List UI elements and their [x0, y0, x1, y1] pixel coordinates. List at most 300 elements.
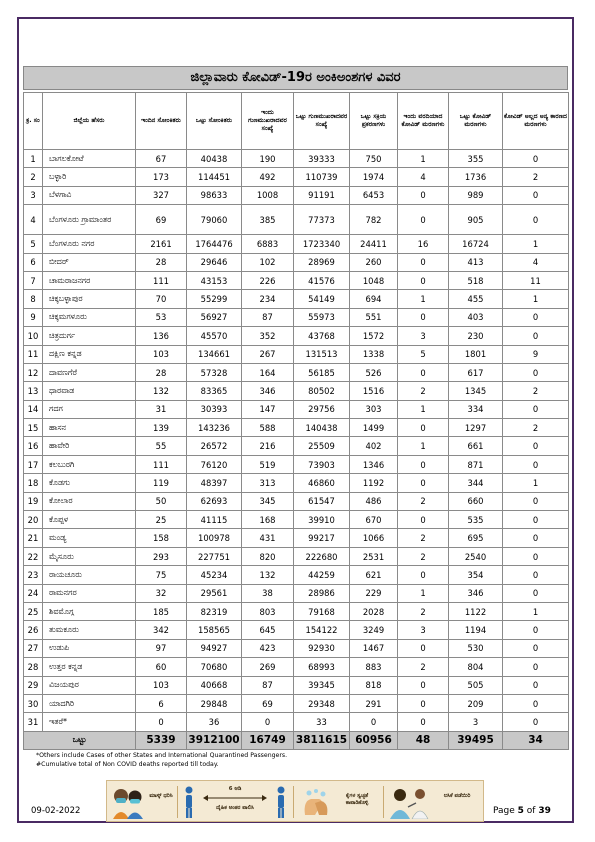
district-name-cell: ಉಡುಪಿ — [43, 639, 136, 657]
non-covid-deaths-cell: 0 — [503, 455, 569, 473]
distance-top-text: 6 ಅಡಿ — [228, 786, 242, 792]
non-covid-deaths-cell: 0 — [503, 400, 569, 418]
total-recovered-cell: 44259 — [294, 566, 350, 584]
today-deaths-cell: 0 — [398, 713, 449, 731]
today-cases-cell: 53 — [136, 308, 187, 326]
today-deaths-cell: 5 — [398, 345, 449, 363]
active-cases-cell: 1467 — [350, 639, 398, 657]
serial-cell: 20 — [24, 511, 43, 529]
serial-cell: 27 — [24, 639, 43, 657]
district-name-cell: ಚಿತ್ರದುರ್ಗ — [43, 327, 136, 345]
today-cases-cell: 55 — [136, 437, 187, 455]
total-cases-cell: 158565 — [187, 621, 242, 639]
today-recovered-cell: 803 — [242, 602, 294, 620]
today-deaths-cell: 0 — [398, 308, 449, 326]
active-cases-cell: 486 — [350, 492, 398, 510]
page-total: 39 — [538, 806, 551, 816]
total-active: 60956 — [350, 731, 398, 749]
district-name-cell: ಚಿಕ್ಕಬಳ್ಳಾಪುರ — [43, 290, 136, 308]
table-row — [24, 621, 569, 639]
table-body — [24, 150, 569, 732]
non-covid-deaths-cell: 0 — [503, 694, 569, 712]
today-recovered-cell: 190 — [242, 150, 294, 168]
active-cases-cell: 1516 — [350, 382, 398, 400]
serial-cell: 31 — [24, 713, 43, 731]
today-cases-cell: 185 — [136, 602, 187, 620]
serial-cell: 22 — [24, 547, 43, 565]
district-name-cell: ರಾಯಚೂರು — [43, 566, 136, 584]
serial-cell: 12 — [24, 363, 43, 381]
total-cases-cell: 48397 — [187, 474, 242, 492]
table-row — [24, 308, 569, 326]
non-covid-deaths-cell: 1 — [503, 290, 569, 308]
total-recovered-cell: 29348 — [294, 694, 350, 712]
non-covid-deaths-cell: 1 — [503, 602, 569, 620]
total-deaths-cell: 354 — [449, 566, 503, 584]
table-row — [24, 345, 569, 363]
district-name-cell: ದಕ್ಷಿಣ ಕನ್ನಡ — [43, 345, 136, 363]
serial-cell: 9 — [24, 308, 43, 326]
district-name-cell: ಗದಗ — [43, 400, 136, 418]
page-current: 5 — [517, 806, 524, 816]
total-cases-cell: 40668 — [187, 676, 242, 694]
active-cases-cell: 1346 — [350, 455, 398, 473]
non-covid-deaths-cell: 0 — [503, 547, 569, 565]
today-recovered-cell: 234 — [242, 290, 294, 308]
table-header-row — [24, 93, 569, 150]
today-cases-cell: 132 — [136, 382, 187, 400]
table-row — [24, 584, 569, 602]
table-row — [24, 455, 569, 473]
today-cases-cell: 103 — [136, 676, 187, 694]
today-deaths-cell: 1 — [398, 290, 449, 308]
active-cases-cell: 260 — [350, 253, 398, 271]
non-covid-deaths-cell: 0 — [503, 437, 569, 455]
active-cases-cell: 551 — [350, 308, 398, 326]
header-today-recovered: ಇಂದು ಗುಣಮುಖರಾದವರ ಸಂಖ್ಯೆ — [242, 93, 294, 150]
today-recovered-cell: 226 — [242, 271, 294, 289]
table-row — [24, 363, 569, 381]
total-cases-cell: 143236 — [187, 419, 242, 437]
table-row — [24, 150, 569, 168]
non-covid-deaths-cell: 0 — [503, 205, 569, 235]
active-cases-cell: 750 — [350, 150, 398, 168]
today-cases-cell: 25 — [136, 511, 187, 529]
active-cases-cell: 694 — [350, 290, 398, 308]
total-deaths-cell: 355 — [449, 150, 503, 168]
today-recovered-cell: 820 — [242, 547, 294, 565]
today-deaths-cell: 2 — [398, 658, 449, 676]
total-deaths-cell: 1736 — [449, 168, 503, 186]
serial-cell: 2 — [24, 168, 43, 186]
today-cases-cell: 342 — [136, 621, 187, 639]
active-cases-cell: 1572 — [350, 327, 398, 345]
today-recovered-cell: 519 — [242, 455, 294, 473]
table-row — [24, 676, 569, 694]
total-cases-cell: 29561 — [187, 584, 242, 602]
district-name-cell: ಹಾವೇರಿ — [43, 437, 136, 455]
active-cases-cell: 402 — [350, 437, 398, 455]
today-cases-cell: 111 — [136, 455, 187, 473]
total-deaths-cell: 804 — [449, 658, 503, 676]
today-cases-cell: 136 — [136, 327, 187, 345]
total-deaths-cell: 535 — [449, 511, 503, 529]
total-cases-cell: 98633 — [187, 186, 242, 204]
total-deaths-cell: 230 — [449, 327, 503, 345]
total-deaths-cell: 530 — [449, 639, 503, 657]
table-row — [24, 168, 569, 186]
total-cases-cell: 55299 — [187, 290, 242, 308]
header-district: ಜಿಲ್ಲೆಯ ಹೆಸರು — [43, 93, 136, 150]
total-deaths-cell: 413 — [449, 253, 503, 271]
footnote-others: *Others include Cases of other States and International Quarantined Passengers. — [36, 752, 288, 759]
district-name-cell: ಉತ್ತರ ಕನ್ನಡ — [43, 658, 136, 676]
hands-text: ಕೈಗಳ ಸ್ವಚ್ಛತೆ ಕಾಪಾಡಿಕೊಳ್ಳಿ — [345, 793, 369, 806]
active-cases-cell: 1192 — [350, 474, 398, 492]
today-recovered-cell: 164 — [242, 363, 294, 381]
non-covid-deaths-cell: 0 — [503, 363, 569, 381]
today-deaths-cell: 0 — [398, 511, 449, 529]
today-deaths-cell: 1 — [398, 150, 449, 168]
total-recovered-cell: 131513 — [294, 345, 350, 363]
total-recovered-cell: 55973 — [294, 308, 350, 326]
active-cases-cell: 1066 — [350, 529, 398, 547]
today-cases-cell: 2161 — [136, 235, 187, 253]
total-cases-cell: 40438 — [187, 150, 242, 168]
today-recovered-cell: 385 — [242, 205, 294, 235]
table-row — [24, 437, 569, 455]
serial-cell: 16 — [24, 437, 43, 455]
today-cases-cell: 119 — [136, 474, 187, 492]
total-deaths-cell: 989 — [449, 186, 503, 204]
serial-cell: 14 — [24, 400, 43, 418]
total-recovered-cell: 28969 — [294, 253, 350, 271]
today-deaths-cell: 0 — [398, 474, 449, 492]
total-cases-cell: 82319 — [187, 602, 242, 620]
total-deaths-cell: 518 — [449, 271, 503, 289]
non-covid-deaths-cell: 0 — [503, 621, 569, 639]
non-covid-deaths-cell: 1 — [503, 235, 569, 253]
total-recovered-cell: 28986 — [294, 584, 350, 602]
today-recovered-cell: 492 — [242, 168, 294, 186]
today-deaths-cell: 0 — [398, 253, 449, 271]
district-name-cell: ಕೊಡಗು — [43, 474, 136, 492]
district-name-cell: ತುಮಕೂರು — [43, 621, 136, 639]
total-recovered-cell: 154122 — [294, 621, 350, 639]
today-deaths-cell: 2 — [398, 529, 449, 547]
serial-cell: 4 — [24, 205, 43, 235]
total-deaths-cell: 905 — [449, 205, 503, 235]
active-cases-cell: 1499 — [350, 419, 398, 437]
district-name-cell: ವಿಜಯಪುರ — [43, 676, 136, 694]
total-cases-cell: 1764476 — [187, 235, 242, 253]
total-deaths-cell: 334 — [449, 400, 503, 418]
today-recovered-cell: 87 — [242, 676, 294, 694]
today-recovered-cell: 269 — [242, 658, 294, 676]
serial-cell: 21 — [24, 529, 43, 547]
today-deaths-cell: 0 — [398, 419, 449, 437]
total-row — [24, 731, 569, 749]
non-covid-deaths-cell: 0 — [503, 492, 569, 510]
total-recovered-cell: 1723340 — [294, 235, 350, 253]
total-cases-cell: 36 — [187, 713, 242, 731]
today-cases-cell: 111 — [136, 271, 187, 289]
today-recovered-cell: 346 — [242, 382, 294, 400]
today-recovered-cell: 216 — [242, 437, 294, 455]
banner-divider — [293, 786, 294, 818]
table-row — [24, 290, 569, 308]
total-cases-cell: 100978 — [187, 529, 242, 547]
header-today-deaths: ಇಂದು ವರದಿಯಾದ ಕೋವಿಡ್ ಮರಣಗಳು — [398, 93, 449, 150]
distance-text: ದೈಹಿಕ ಅಂತರ ಪಾಲಿಸಿ — [216, 805, 254, 811]
report-title: ಜಿಲ್ಲಾವಾರು ಕೋವಿಡ್-19ರ ಅಂಕಿಅಂಶಗಳ ವಿವರ — [23, 66, 568, 90]
table-row — [24, 713, 569, 731]
today-deaths-cell: 0 — [398, 363, 449, 381]
today-deaths-cell: 4 — [398, 168, 449, 186]
serial-cell: 7 — [24, 271, 43, 289]
total-today-recovered: 16749 — [242, 731, 294, 749]
mask-text: ಮಾಸ್ಕ್ ಧರಿಸಿ — [149, 793, 173, 799]
total-deaths-cell: 209 — [449, 694, 503, 712]
total-deaths-cell: 344 — [449, 474, 503, 492]
district-name-cell: ಇತರೆ* — [43, 713, 136, 731]
active-cases-cell: 670 — [350, 511, 398, 529]
today-cases-cell: 6 — [136, 694, 187, 712]
district-name-cell: ಕೊಪ್ಪಳ — [43, 511, 136, 529]
page-number — [493, 806, 551, 816]
district-name-cell: ಕಲಬುರಗಿ — [43, 455, 136, 473]
today-deaths-cell: 0 — [398, 676, 449, 694]
today-cases-cell: 60 — [136, 658, 187, 676]
total-recovered-cell: 140438 — [294, 419, 350, 437]
active-cases-cell: 1338 — [350, 345, 398, 363]
total-deaths-cell: 16724 — [449, 235, 503, 253]
covid-district-table — [23, 92, 569, 750]
district-name-cell: ಬಳ್ಳಾರಿ — [43, 168, 136, 186]
non-covid-deaths-cell: 4 — [503, 253, 569, 271]
total-cases-cell: 70680 — [187, 658, 242, 676]
serial-cell: 24 — [24, 584, 43, 602]
district-name-cell: ಬೀದರ್ — [43, 253, 136, 271]
today-recovered-cell: 69 — [242, 694, 294, 712]
footnote-non-covid: #Cumulative total of Non COVID deaths reported till today. — [36, 761, 219, 768]
today-cases-cell: 32 — [136, 584, 187, 602]
today-cases-cell: 0 — [136, 713, 187, 731]
total-recovered-cell: 68993 — [294, 658, 350, 676]
district-name-cell: ಶಿವಮೊಗ್ಗ — [43, 602, 136, 620]
today-cases-cell: 103 — [136, 345, 187, 363]
today-recovered-cell: 6883 — [242, 235, 294, 253]
table-row — [24, 566, 569, 584]
serial-cell: 17 — [24, 455, 43, 473]
serial-cell: 25 — [24, 602, 43, 620]
non-covid-deaths-cell: 11 — [503, 271, 569, 289]
today-recovered-cell: 1008 — [242, 186, 294, 204]
district-name-cell: ದಾವಣಗೆರೆ — [43, 363, 136, 381]
total-cases-cell: 57328 — [187, 363, 242, 381]
district-name-cell: ಬೆಂಗಳೂರು ನಗರ — [43, 235, 136, 253]
today-cases-cell: 139 — [136, 419, 187, 437]
today-cases-cell: 28 — [136, 253, 187, 271]
active-cases-cell: 526 — [350, 363, 398, 381]
today-recovered-cell: 431 — [242, 529, 294, 547]
mask-people-icon — [111, 785, 145, 819]
district-name-cell: ಚಿಕ್ಕಮಗಳೂರು — [43, 308, 136, 326]
today-recovered-cell: 645 — [242, 621, 294, 639]
non-covid-deaths-cell: 0 — [503, 150, 569, 168]
table-row — [24, 253, 569, 271]
active-cases-cell: 6453 — [350, 186, 398, 204]
non-covid-deaths-cell: 0 — [503, 713, 569, 731]
total-deaths-cell: 617 — [449, 363, 503, 381]
header-active-cases: ಒಟ್ಟು ಸಕ್ರಿಯ ಪ್ರಕರಣಗಳು — [350, 93, 398, 150]
total-recovered-cell: 79168 — [294, 602, 350, 620]
district-name-cell: ಮಂಡ್ಯ — [43, 529, 136, 547]
total-cases-cell: 45234 — [187, 566, 242, 584]
today-recovered-cell: 423 — [242, 639, 294, 657]
table-row — [24, 419, 569, 437]
total-cases-cell: 79060 — [187, 205, 242, 235]
active-cases-cell: 24411 — [350, 235, 398, 253]
today-deaths-cell: 0 — [398, 205, 449, 235]
total-recovered-cell: 92930 — [294, 639, 350, 657]
total-deaths-cell: 1297 — [449, 419, 503, 437]
non-covid-deaths-cell: 0 — [503, 511, 569, 529]
today-deaths-cell: 2 — [398, 547, 449, 565]
today-deaths-cell: 1 — [398, 437, 449, 455]
total-deaths-cell: 346 — [449, 584, 503, 602]
total-cases-cell: 26572 — [187, 437, 242, 455]
total-recovered-cell: 39910 — [294, 511, 350, 529]
active-cases-cell: 1048 — [350, 271, 398, 289]
page-prefix: Page — [493, 806, 518, 816]
today-deaths-cell: 0 — [398, 455, 449, 473]
today-cases-cell: 75 — [136, 566, 187, 584]
total-cases-cell: 83365 — [187, 382, 242, 400]
serial-cell: 3 — [24, 186, 43, 204]
total-deaths-cell: 2540 — [449, 547, 503, 565]
total-cases-cell: 29646 — [187, 253, 242, 271]
active-cases-cell: 3249 — [350, 621, 398, 639]
covid-awareness-banner — [106, 780, 484, 822]
non-covid-deaths-cell: 9 — [503, 345, 569, 363]
table-row — [24, 186, 569, 204]
serial-cell: 26 — [24, 621, 43, 639]
table-row — [24, 511, 569, 529]
non-covid-deaths-cell: 0 — [503, 529, 569, 547]
non-covid-deaths-cell: 2 — [503, 382, 569, 400]
total-deaths-cell: 661 — [449, 437, 503, 455]
serial-cell: 8 — [24, 290, 43, 308]
today-cases-cell: 293 — [136, 547, 187, 565]
today-deaths-cell: 2 — [398, 492, 449, 510]
today-deaths-cell: 0 — [398, 639, 449, 657]
today-recovered-cell: 132 — [242, 566, 294, 584]
banner-divider — [177, 786, 178, 818]
active-cases-cell: 2028 — [350, 602, 398, 620]
header-total-deaths: ಒಟ್ಟು ಕೋವಿಡ್ ಮರಣಗಳು — [449, 93, 503, 150]
total-recovered-cell: 110739 — [294, 168, 350, 186]
total-recovered-cell: 80502 — [294, 382, 350, 400]
serial-cell: 18 — [24, 474, 43, 492]
person-left-icon — [183, 785, 195, 819]
table-row — [24, 205, 569, 235]
header-non-covid-deaths: ಕೋವಿಡ್ ಅಲ್ಲದ ಅನ್ಯ ಕಾರಣದ ಮರಣಗಳು — [503, 93, 569, 150]
total-today-cases: 5339 — [136, 731, 187, 749]
today-deaths-cell: 3 — [398, 621, 449, 639]
active-cases-cell: 291 — [350, 694, 398, 712]
district-name-cell: ಬೆಳಗಾವಿ — [43, 186, 136, 204]
district-name-cell: ರಾಮನಗರ — [43, 584, 136, 602]
total-cases-cell: 227751 — [187, 547, 242, 565]
table-row — [24, 400, 569, 418]
total-recovered-cell: 54149 — [294, 290, 350, 308]
serial-cell: 1 — [24, 150, 43, 168]
today-recovered-cell: 147 — [242, 400, 294, 418]
today-recovered-cell: 345 — [242, 492, 294, 510]
total-cases-cell: 41115 — [187, 511, 242, 529]
today-cases-cell: 69 — [136, 205, 187, 235]
table-row — [24, 658, 569, 676]
non-covid-deaths-cell: 0 — [503, 327, 569, 345]
total-deaths-cell: 1801 — [449, 345, 503, 363]
total-cases-cell: 43153 — [187, 271, 242, 289]
total-recovered-cell: 56185 — [294, 363, 350, 381]
non-covid-deaths-cell: 0 — [503, 186, 569, 204]
serial-cell: 5 — [24, 235, 43, 253]
header-total-cases: ಒಟ್ಟು ಸೋಂಕಿತರು — [187, 93, 242, 150]
total-deaths-cell: 505 — [449, 676, 503, 694]
total-deaths-cell: 455 — [449, 290, 503, 308]
active-cases-cell: 2531 — [350, 547, 398, 565]
serial-cell: 6 — [24, 253, 43, 271]
total-recovered-cell: 99217 — [294, 529, 350, 547]
total-deaths-cell: 871 — [449, 455, 503, 473]
active-cases-cell: 0 — [350, 713, 398, 731]
today-cases-cell: 28 — [136, 363, 187, 381]
today-recovered-cell: 168 — [242, 511, 294, 529]
today-cases-cell: 70 — [136, 290, 187, 308]
non-covid-deaths-cell: 2 — [503, 168, 569, 186]
district-name-cell: ಬಾಗಲಕೋಟೆ — [43, 150, 136, 168]
total-cases-cell: 114451 — [187, 168, 242, 186]
serial-cell: 28 — [24, 658, 43, 676]
district-name-cell: ಕೋಲಾರ — [43, 492, 136, 510]
header-serial: ಕ್ರ. ಸಂ — [24, 93, 43, 150]
today-recovered-cell: 87 — [242, 308, 294, 326]
serial-cell: 11 — [24, 345, 43, 363]
total-cases-cell: 76120 — [187, 455, 242, 473]
total-cases-cell: 29848 — [187, 694, 242, 712]
distance-arrow-icon — [203, 794, 267, 802]
table-row — [24, 694, 569, 712]
total-cases-cell: 30393 — [187, 400, 242, 418]
today-recovered-cell: 588 — [242, 419, 294, 437]
today-deaths-cell: 3 — [398, 327, 449, 345]
total-recovered-cell: 29756 — [294, 400, 350, 418]
total-recovered-cell: 25509 — [294, 437, 350, 455]
header-total-recovered: ಒಟ್ಟು ಗುಣಮುಖರಾದವರ ಸಂಖ್ಯೆ — [294, 93, 350, 150]
total-recovered-cell: 61547 — [294, 492, 350, 510]
total-deaths: 39495 — [449, 731, 503, 749]
table-row — [24, 327, 569, 345]
table-row — [24, 547, 569, 565]
total-deaths-cell: 1345 — [449, 382, 503, 400]
report-date: 09-02-2022 — [31, 806, 81, 816]
total-recovered-cell: 41576 — [294, 271, 350, 289]
page-separator: of — [523, 806, 539, 816]
total-recovered-cell: 46860 — [294, 474, 350, 492]
